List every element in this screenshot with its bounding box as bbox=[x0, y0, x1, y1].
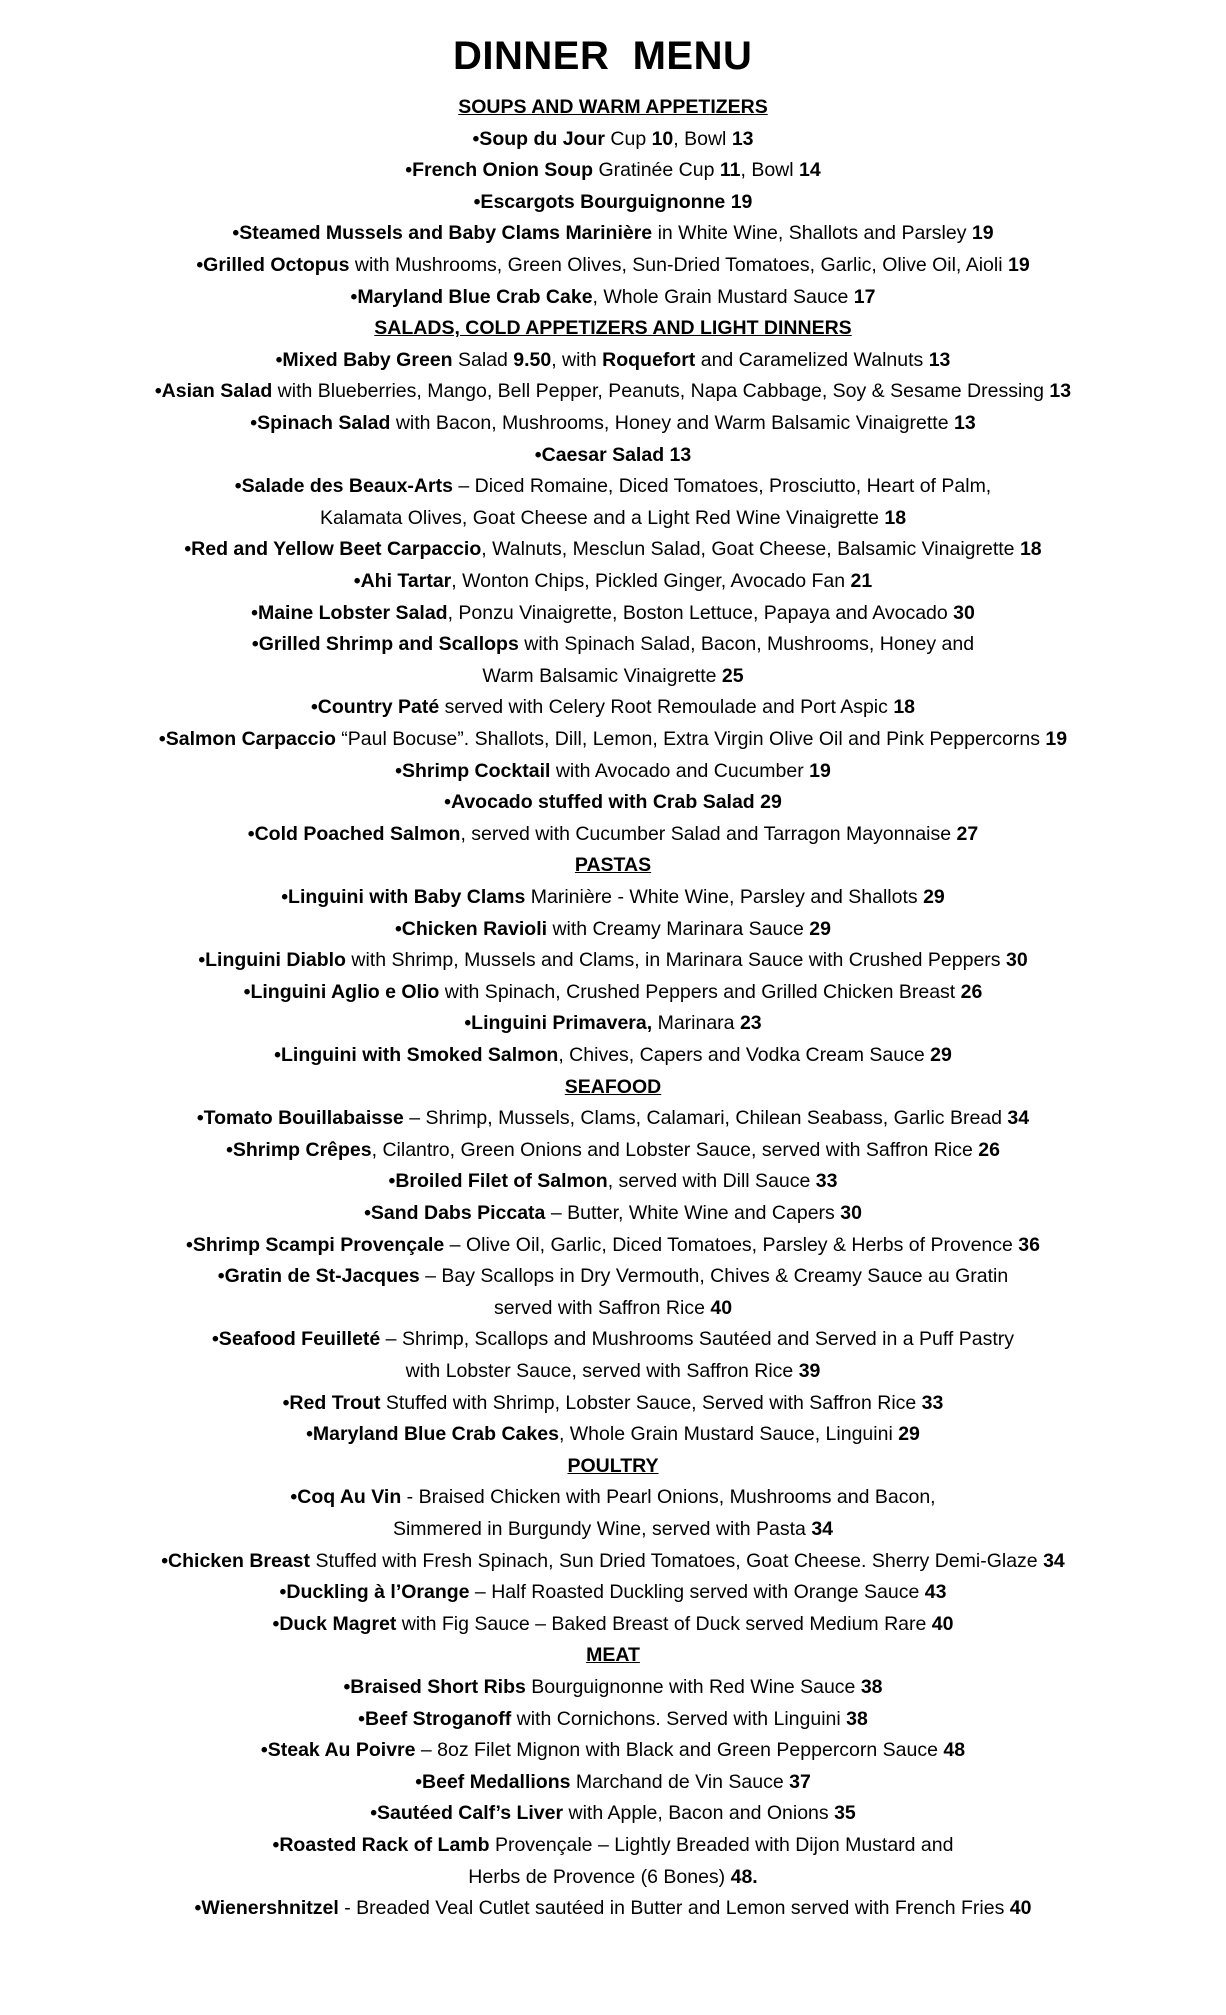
bold-text: •Steamed Mussels and Baby Clams Marinière bbox=[232, 222, 653, 245]
bold-text: •Red and Yellow Beet Carpaccio bbox=[184, 538, 482, 561]
menu-item-line bbox=[0, 913, 1226, 945]
item-text: Kalamata Olives, Goat Cheese and a Light Red Wine Vinaigrette bbox=[319, 506, 885, 529]
bold-text: 13 bbox=[731, 127, 754, 150]
menu-item-line bbox=[0, 1829, 1226, 1861]
bold-text: •Beef Medallions bbox=[415, 1770, 571, 1793]
bold-text: •Chicken Breast bbox=[161, 1549, 311, 1572]
bold-text: 33 bbox=[921, 1391, 944, 1414]
item-text: Stuffed with Fresh Spinach, Sun Dried Tomatoes, Goat Cheese. Sherry Demi-Glaze bbox=[310, 1549, 1044, 1572]
item-text: , Ponzu Vinaigrette, Boston Lettuce, Papaya and Avocado bbox=[447, 601, 954, 624]
bold-text: •Sand Dabs Piccata bbox=[364, 1202, 546, 1224]
bold-text: 13 bbox=[954, 412, 976, 434]
item-text: Marinara bbox=[652, 1012, 740, 1035]
menu-item-line bbox=[0, 1039, 1226, 1071]
bold-text: •Country Paté bbox=[310, 696, 440, 719]
bold-text: Roquefort bbox=[602, 348, 696, 371]
item-text: “Paul Bocuse”. Shallots, Dill, Lemon, Extra Virgin Olive Oil and Pink Peppercorns bbox=[335, 728, 1046, 750]
bold-text: •Maryland Blue Crab Cakes bbox=[306, 1423, 559, 1446]
bold-text: 11 bbox=[719, 159, 741, 182]
bold-text: •Shrimp Crêpes bbox=[226, 1138, 372, 1161]
item-text: , Chives, Capers and Vodka Cream Sauce bbox=[558, 1044, 931, 1066]
bold-text: 10 bbox=[651, 127, 674, 150]
bold-text: •Coq Au Vin bbox=[290, 1486, 402, 1509]
bold-text: 17 bbox=[853, 285, 876, 308]
bold-text: 19 bbox=[809, 759, 831, 782]
menu-item-line bbox=[0, 186, 1226, 218]
bold-text: 13 bbox=[1049, 380, 1072, 403]
bold-text: •Caesar Salad 13 bbox=[534, 443, 692, 466]
menu-item-line bbox=[0, 1355, 1226, 1387]
bold-text: 18 bbox=[884, 506, 907, 529]
item-text: - Breaded Veal Cutlet sautéed in Butter and Lemon served with French Fries bbox=[338, 1897, 1010, 1920]
item-text: , Wonton Chips, Pickled Ginger, Avocado Fan bbox=[451, 570, 851, 592]
item-text: served with Celery Root Remoulade and Port Aspic bbox=[439, 696, 894, 719]
bold-text: 25 bbox=[721, 664, 744, 687]
item-text: with Creamy Marinara Sauce bbox=[547, 917, 810, 940]
bold-text: •Seafood Feuilleté bbox=[211, 1328, 381, 1351]
bold-text: 21 bbox=[850, 570, 873, 592]
section-heading: MEAT bbox=[586, 1644, 640, 1667]
menu-item-line bbox=[0, 1323, 1226, 1355]
bold-text: •Shrimp Scampi Provençale bbox=[186, 1233, 445, 1256]
bold-text: •Roasted Rack of Lamb bbox=[272, 1834, 490, 1856]
menu-item-line bbox=[0, 723, 1226, 755]
item-text: with Apple, Bacon and Onions bbox=[563, 1802, 835, 1825]
menu-item-line bbox=[0, 1671, 1226, 1703]
menu-item-line bbox=[0, 249, 1226, 281]
bold-text: •Linguini Primavera, bbox=[464, 1012, 653, 1035]
bold-text: 38 bbox=[846, 1707, 868, 1730]
menu-item-line bbox=[0, 1576, 1226, 1608]
menu-item-line bbox=[0, 628, 1226, 660]
menu-item-line bbox=[0, 1703, 1226, 1735]
menu-item-line bbox=[0, 1260, 1226, 1292]
menu-item-line bbox=[0, 1797, 1226, 1829]
item-text: Simmered in Burgundy Wine, served with Pasta bbox=[392, 1518, 812, 1540]
item-text: with Lobster Sauce, served with Saffron Rice bbox=[405, 1360, 799, 1382]
bold-text: •Broiled Filet of Salmon bbox=[388, 1170, 608, 1193]
bold-text: •Linguini with Baby Clams bbox=[281, 886, 526, 908]
item-text: , Bowl bbox=[740, 159, 800, 182]
item-text: – 8oz Filet Mignon with Black and Green Peppercorn Sauce bbox=[415, 1739, 944, 1762]
item-text: – Half Roasted Duckling served with Orange Sauce bbox=[469, 1581, 925, 1604]
bold-text: •Asian Salad bbox=[154, 380, 273, 403]
bold-text: •Gratin de St-Jacques bbox=[217, 1265, 420, 1288]
bold-text: •Red Trout bbox=[282, 1391, 381, 1414]
menu-item-line bbox=[0, 1513, 1226, 1545]
bold-text: •Shrimp Cocktail bbox=[395, 759, 551, 782]
menu-item-line bbox=[0, 1292, 1226, 1324]
menu-item-line bbox=[0, 281, 1226, 313]
bold-text: •Soup du Jour bbox=[472, 127, 605, 150]
item-text: with Fig Sauce – Baked Breast of Duck served Medium Rare bbox=[396, 1612, 932, 1635]
bold-text: •Salmon Carpaccio bbox=[158, 728, 336, 750]
bold-text: •Avocado stuffed with Crab Salad 29 bbox=[444, 791, 782, 814]
menu-item-line bbox=[0, 1545, 1226, 1577]
item-text: with Spinach, Crushed Peppers and Grilled Chicken Breast bbox=[439, 980, 961, 1003]
menu-item-line bbox=[0, 407, 1226, 439]
menu-item-line bbox=[0, 786, 1226, 818]
bold-text: •Mixed Baby Green bbox=[275, 348, 453, 371]
item-text: Salad bbox=[452, 348, 514, 371]
bold-text: 34 bbox=[1043, 1549, 1065, 1572]
menu-item-line bbox=[0, 755, 1226, 787]
menu-item-line bbox=[0, 1892, 1226, 1924]
item-text: Herbs de Provence (6 Bones) bbox=[468, 1865, 731, 1888]
section-heading: POULTRY bbox=[567, 1454, 659, 1477]
section-heading: SOUPS AND WARM APPETIZERS bbox=[458, 96, 768, 118]
menu-item-line bbox=[0, 1608, 1226, 1640]
bold-text: •Spinach Salad bbox=[250, 412, 391, 434]
item-text: – Shrimp, Mussels, Clams, Calamari, Chilean Seabass, Garlic Bread bbox=[403, 1107, 1008, 1130]
item-text: with Avocado and Cucumber bbox=[550, 759, 810, 782]
item-text: in White Wine, Shallots and Parsley bbox=[652, 222, 972, 245]
bold-text: 26 bbox=[978, 1138, 1000, 1161]
menu-item-line bbox=[0, 1165, 1226, 1197]
bold-text: •Salade des Beaux-Arts bbox=[234, 475, 453, 498]
bold-text: 40 bbox=[710, 1296, 733, 1319]
bold-text: •French Onion Soup bbox=[405, 159, 594, 182]
menu-item-line bbox=[0, 1134, 1226, 1166]
bold-text: •Wienershnitzel bbox=[194, 1897, 339, 1920]
item-text: with Cornichons. Served with Linguini bbox=[511, 1707, 847, 1730]
bold-text: 14 bbox=[799, 159, 821, 182]
menu-item-line bbox=[0, 944, 1226, 976]
item-text: with Blueberries, Mango, Bell Pepper, Peanuts, Napa Cabbage, Soy & Sesame Dressing bbox=[272, 380, 1050, 403]
bold-text: 40 bbox=[1009, 1897, 1032, 1920]
bold-text: 30 bbox=[840, 1202, 862, 1224]
item-text: – Diced Romaine, Diced Tomatoes, Prosciutto, Heart of Palm, bbox=[452, 475, 992, 498]
bold-text: 36 bbox=[1018, 1233, 1040, 1256]
menu-item-line bbox=[0, 1481, 1226, 1513]
item-text: with Shrimp, Mussels and Clams, in Marinara Sauce with Crushed Peppers bbox=[345, 949, 1006, 972]
bold-text: 33 bbox=[815, 1170, 838, 1193]
bold-text: •Beef Stroganoff bbox=[358, 1707, 512, 1730]
menu-item-line bbox=[0, 533, 1226, 565]
menu-item-line bbox=[0, 565, 1226, 597]
bold-text: 39 bbox=[798, 1360, 821, 1382]
bold-text: •Grilled Octopus bbox=[196, 254, 350, 276]
menu-item-line bbox=[0, 1861, 1226, 1893]
bold-text: 23 bbox=[739, 1012, 762, 1035]
item-text: – Bay Scallops in Dry Vermouth, Chives & Creamy Sauce au Gratin bbox=[419, 1265, 1009, 1288]
bold-text: 48. bbox=[730, 1865, 758, 1888]
menu-item-line bbox=[0, 375, 1226, 407]
bold-text: •Sautéed Calf’s Liver bbox=[370, 1802, 564, 1825]
bold-text: 38 bbox=[860, 1676, 883, 1698]
section-heading: SEAFOOD bbox=[564, 1075, 662, 1098]
bold-text: 18 bbox=[893, 696, 916, 719]
section-heading: SALADS, COLD APPETIZERS AND LIGHT DINNERS bbox=[374, 317, 852, 340]
menu-item-line bbox=[0, 881, 1226, 913]
bold-text: •Tomato Bouillabaisse bbox=[196, 1107, 404, 1130]
item-text: , Whole Grain Mustard Sauce, Linguini bbox=[558, 1423, 899, 1446]
menu-item-line bbox=[0, 1387, 1226, 1419]
bold-text: 35 bbox=[834, 1802, 856, 1825]
bold-text: •Duckling à l’Orange bbox=[279, 1581, 470, 1604]
item-text: and Caramelized Walnuts bbox=[695, 348, 929, 371]
bold-text: •Chicken Ravioli bbox=[394, 917, 548, 940]
item-text: Marinière - White Wine, Parsley and Shallots bbox=[525, 886, 924, 908]
menu-item-line bbox=[0, 470, 1226, 502]
item-text: , Walnuts, Mesclun Salad, Goat Cheese, Balsamic Vinaigrette bbox=[481, 538, 1020, 561]
item-text: Marchand de Vin Sauce bbox=[570, 1770, 790, 1793]
bold-text: 19 bbox=[1007, 254, 1030, 276]
item-text: , with bbox=[551, 348, 603, 371]
bold-text: 19 bbox=[971, 222, 994, 245]
menu-item-line bbox=[0, 1007, 1226, 1039]
bold-text: 30 bbox=[1005, 949, 1028, 972]
bold-text: 37 bbox=[789, 1770, 811, 1793]
item-text: Bourguignonne with Red Wine Sauce bbox=[525, 1676, 861, 1698]
item-text: - Braised Chicken with Pearl Onions, Mushrooms and Bacon, bbox=[401, 1486, 936, 1509]
menu-item-line bbox=[0, 1418, 1226, 1450]
bold-text: 29 bbox=[898, 1423, 920, 1446]
menu-item-line bbox=[0, 344, 1226, 376]
bold-text: 34 bbox=[1007, 1107, 1030, 1130]
item-text: , served with Cucumber Salad and Tarragon Mayonnaise bbox=[460, 822, 957, 845]
menu-item-line bbox=[0, 502, 1226, 534]
menu-item-line bbox=[0, 660, 1226, 692]
bold-text: •Linguini Aglio e Olio bbox=[243, 980, 440, 1003]
bold-text: •Ahi Tartar bbox=[353, 570, 452, 592]
menu-title: DINNER MENU bbox=[453, 34, 753, 78]
bold-text: •Cold Poached Salmon bbox=[247, 822, 461, 845]
bold-text: •Grilled Shrimp and Scallops bbox=[251, 633, 519, 656]
item-text: , Bowl bbox=[673, 127, 732, 150]
menu-item-line bbox=[0, 1102, 1226, 1134]
item-text: – Olive Oil, Garlic, Diced Tomatoes, Parsley & Herbs of Provence bbox=[444, 1233, 1019, 1256]
bold-text: •Maine Lobster Salad bbox=[251, 601, 448, 624]
item-text: with Mushrooms, Green Olives, Sun-Dried Tomatoes, Garlic, Olive Oil, Aioli bbox=[349, 254, 1008, 276]
bold-text: 34 bbox=[811, 1518, 834, 1540]
menu-item-line bbox=[0, 1734, 1226, 1766]
item-text: Provençale – Lightly Breaded with Dijon Mustard and bbox=[489, 1834, 954, 1856]
item-text: Cup bbox=[604, 127, 652, 150]
bold-text: •Linguini Diablo bbox=[198, 949, 346, 972]
bold-text: 18 bbox=[1019, 538, 1042, 561]
item-text: – Shrimp, Scallops and Mushrooms Sautéed and Served in a Puff Pastry bbox=[380, 1328, 1014, 1351]
menu-item-line bbox=[0, 217, 1226, 249]
menu-item-line bbox=[0, 1197, 1226, 1229]
bold-text: 9.50 bbox=[513, 348, 552, 371]
bold-text: •Duck Magret bbox=[272, 1612, 397, 1635]
item-text: – Butter, White Wine and Capers bbox=[545, 1202, 841, 1224]
item-text: , Cilantro, Green Onions and Lobster Sauce, served with Saffron Rice bbox=[371, 1138, 979, 1161]
bold-text: 26 bbox=[960, 980, 983, 1003]
bold-text: •Maryland Blue Crab Cake bbox=[350, 285, 593, 308]
menu-item-line bbox=[0, 691, 1226, 723]
bold-text: •Escargots Bourguignonne 19 bbox=[473, 190, 753, 213]
bold-text: •Steak Au Poivre bbox=[260, 1739, 416, 1762]
bold-text: •Linguini with Smoked Salmon bbox=[274, 1044, 559, 1066]
bold-text: •Braised Short Ribs bbox=[343, 1676, 526, 1698]
item-text: Warm Balsamic Vinaigrette bbox=[482, 664, 722, 687]
bold-text: 29 bbox=[809, 917, 831, 940]
bold-text: 29 bbox=[923, 886, 945, 908]
item-text: served with Saffron Rice bbox=[493, 1296, 711, 1319]
menu-item-line bbox=[0, 1229, 1226, 1261]
menu-item-line bbox=[0, 597, 1226, 629]
menu-item-line bbox=[0, 439, 1226, 471]
item-text: , served with Dill Sauce bbox=[607, 1170, 816, 1193]
bold-text: 30 bbox=[953, 601, 975, 624]
item-text: , Whole Grain Mustard Sauce bbox=[592, 285, 854, 308]
bold-text: 13 bbox=[928, 348, 951, 371]
menu-item-line bbox=[0, 818, 1226, 850]
menu-item-line bbox=[0, 1766, 1226, 1798]
bold-text: 40 bbox=[931, 1612, 954, 1635]
menu-item-line bbox=[0, 976, 1226, 1008]
menu-item-line bbox=[0, 154, 1226, 186]
item-text: with Spinach Salad, Bacon, Mushrooms, Honey and bbox=[518, 633, 975, 656]
bold-text: 48 bbox=[943, 1739, 966, 1762]
item-text: with Bacon, Mushrooms, Honey and Warm Balsamic Vinaigrette bbox=[390, 412, 954, 434]
menu-item-line bbox=[0, 123, 1226, 155]
bold-text: 27 bbox=[956, 822, 979, 845]
section-heading: PASTAS bbox=[574, 854, 652, 877]
bold-text: 19 bbox=[1045, 728, 1068, 750]
item-text: Gratinée Cup bbox=[593, 159, 720, 182]
item-text: Stuffed with Shrimp, Lobster Sauce, Served with Saffron Rice bbox=[380, 1391, 922, 1414]
bold-text: 29 bbox=[930, 1044, 952, 1066]
bold-text: 43 bbox=[924, 1581, 947, 1604]
